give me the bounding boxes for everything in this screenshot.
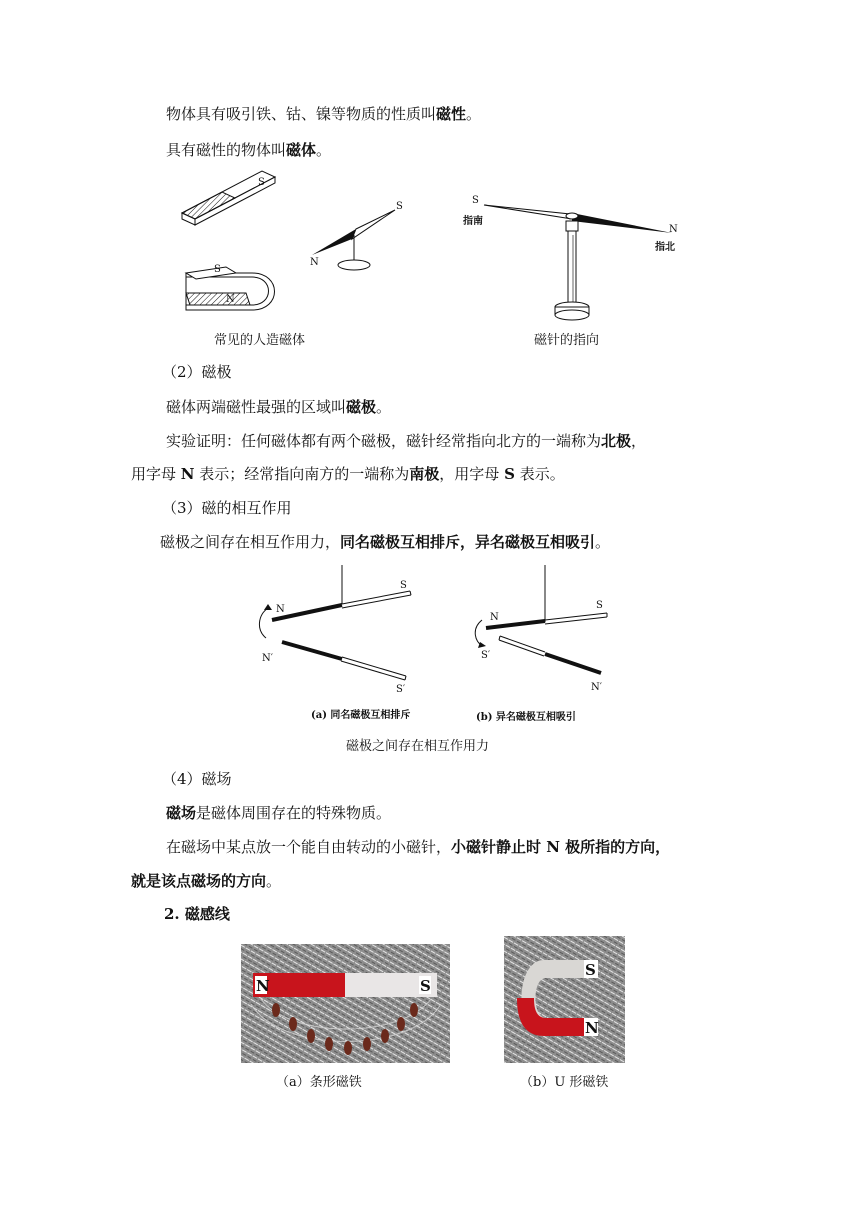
- interaction-b: 同名磁极互相排斥，异名磁极互相吸引: [340, 533, 596, 551]
- exp1-c: ，: [631, 432, 647, 450]
- exp2-b: N: [180, 465, 195, 483]
- attraction-drawing: [475, 565, 607, 693]
- exp1-b: 北极: [601, 432, 632, 450]
- para-field-direction-1: [166, 837, 670, 857]
- field-dir-c: 就是该点磁场的方向: [131, 872, 267, 890]
- para2-end: 。: [316, 141, 332, 159]
- exp2-d: 南极: [409, 465, 440, 483]
- heading-interaction: （3）磁的相互作用: [162, 499, 292, 517]
- b-s-label: S: [596, 600, 603, 611]
- caption-bar-magnet: （a）条形磁铁: [276, 1075, 362, 1090]
- caption-u-magnet: （b）U 形磁铁: [520, 1075, 609, 1090]
- caption-pole-interaction: 磁极之间存在相互作用力: [346, 739, 490, 754]
- photo-bar-s-label: S: [420, 977, 431, 995]
- horseshoe-magnet-drawing: [186, 264, 275, 310]
- bar-s-label: S: [258, 177, 265, 188]
- para-magnet: [166, 140, 331, 160]
- bar-magnet-photo: [241, 944, 450, 1063]
- bar-magnet-drawing: [182, 171, 275, 225]
- para-pole-definition: [166, 397, 391, 417]
- sub-caption-b: (b) 异名磁极互相吸引: [476, 712, 576, 723]
- heading-magnetic-field: （4）磁场: [162, 770, 232, 788]
- photo-bar-n-label: N: [256, 977, 270, 995]
- stand-south-label: 指南: [463, 216, 483, 227]
- para-experiment-line1: [166, 431, 646, 451]
- repulsion-drawing: [259, 565, 411, 695]
- exp2-a: 用字母: [131, 465, 181, 483]
- field-dir-b: 小磁针静止时 N 极所指的方向，: [451, 838, 671, 856]
- pole-def-text: 磁体两端磁性最强的区域叫: [166, 398, 347, 416]
- a-s-label: S: [400, 580, 407, 591]
- artificial-magnets-figure: [0, 165, 860, 335]
- exp2-e: ，用字母: [439, 465, 505, 483]
- photo-u-s-label: S: [585, 961, 596, 979]
- stand-s-label: S: [472, 195, 479, 206]
- a-s2-label: S′: [396, 684, 406, 695]
- para-magnetism: [166, 104, 481, 124]
- horseshoe-s-label: S: [214, 264, 221, 275]
- interaction-a: 磁极之间存在相互作用力，: [160, 533, 341, 551]
- a-n2-label: N′: [262, 653, 274, 664]
- b-n2-label: N′: [591, 682, 603, 693]
- para-experiment-line2: [131, 464, 565, 484]
- para1-text: 物体具有吸引铁、钴、镍等物质的性质叫: [166, 105, 437, 123]
- para2-bold: 磁体: [286, 141, 317, 159]
- pole-interaction-figure: [0, 560, 860, 723]
- para-field-direction-2: [131, 871, 281, 891]
- exp2-c: 表示；经常指向南方的一端称为: [194, 465, 410, 483]
- needle-n-label: N: [310, 257, 319, 268]
- exp2-f: S: [504, 465, 515, 483]
- pole-def-end: 。: [376, 398, 392, 416]
- caption-artificial-magnets: 常见的人造磁体: [214, 333, 306, 348]
- heading-field-lines: 2. 磁感线: [164, 905, 230, 923]
- compass-stand-drawing: [463, 195, 678, 320]
- sub-caption-a: (a) 同名磁极互相排斥: [311, 710, 411, 721]
- needle-s-label: S: [396, 201, 403, 212]
- para1-end: 。: [466, 105, 482, 123]
- para2-text: 具有磁性的物体叫: [166, 141, 287, 159]
- field-dir-a: 在磁场中某点放一个能自由转动的小磁针，: [166, 838, 452, 856]
- field-def-bold: 磁场: [166, 804, 197, 822]
- small-needle-drawing: [310, 201, 403, 270]
- u-magnet-photo: [504, 936, 625, 1063]
- exp1-a: 实验证明：任何磁体都有两个磁极，磁针经常指向北方的一端称为: [166, 432, 602, 450]
- stand-n-label: N: [669, 224, 678, 235]
- para-interaction: [160, 532, 610, 552]
- exp2-g: 表示。: [514, 465, 565, 483]
- caption-needle-direction: 磁针的指向: [534, 333, 600, 348]
- b-n-label: N: [490, 612, 499, 623]
- interaction-c: 。: [595, 533, 611, 551]
- photo-u-n-label: N: [585, 1019, 599, 1037]
- horseshoe-n-label: N: [226, 294, 235, 305]
- para1-bold: 磁性: [436, 105, 467, 123]
- heading-magnetic-poles: （2）磁极: [162, 363, 232, 381]
- pole-def-bold: 磁极: [346, 398, 377, 416]
- field-dir-d: 。: [266, 872, 282, 890]
- field-def-text: 是磁体周围存在的特殊物质。: [196, 804, 392, 822]
- b-s2-label: S′: [481, 650, 491, 661]
- stand-north-label: 指北: [655, 242, 675, 253]
- a-n-label: N: [276, 604, 285, 615]
- para-field-definition: [166, 803, 391, 823]
